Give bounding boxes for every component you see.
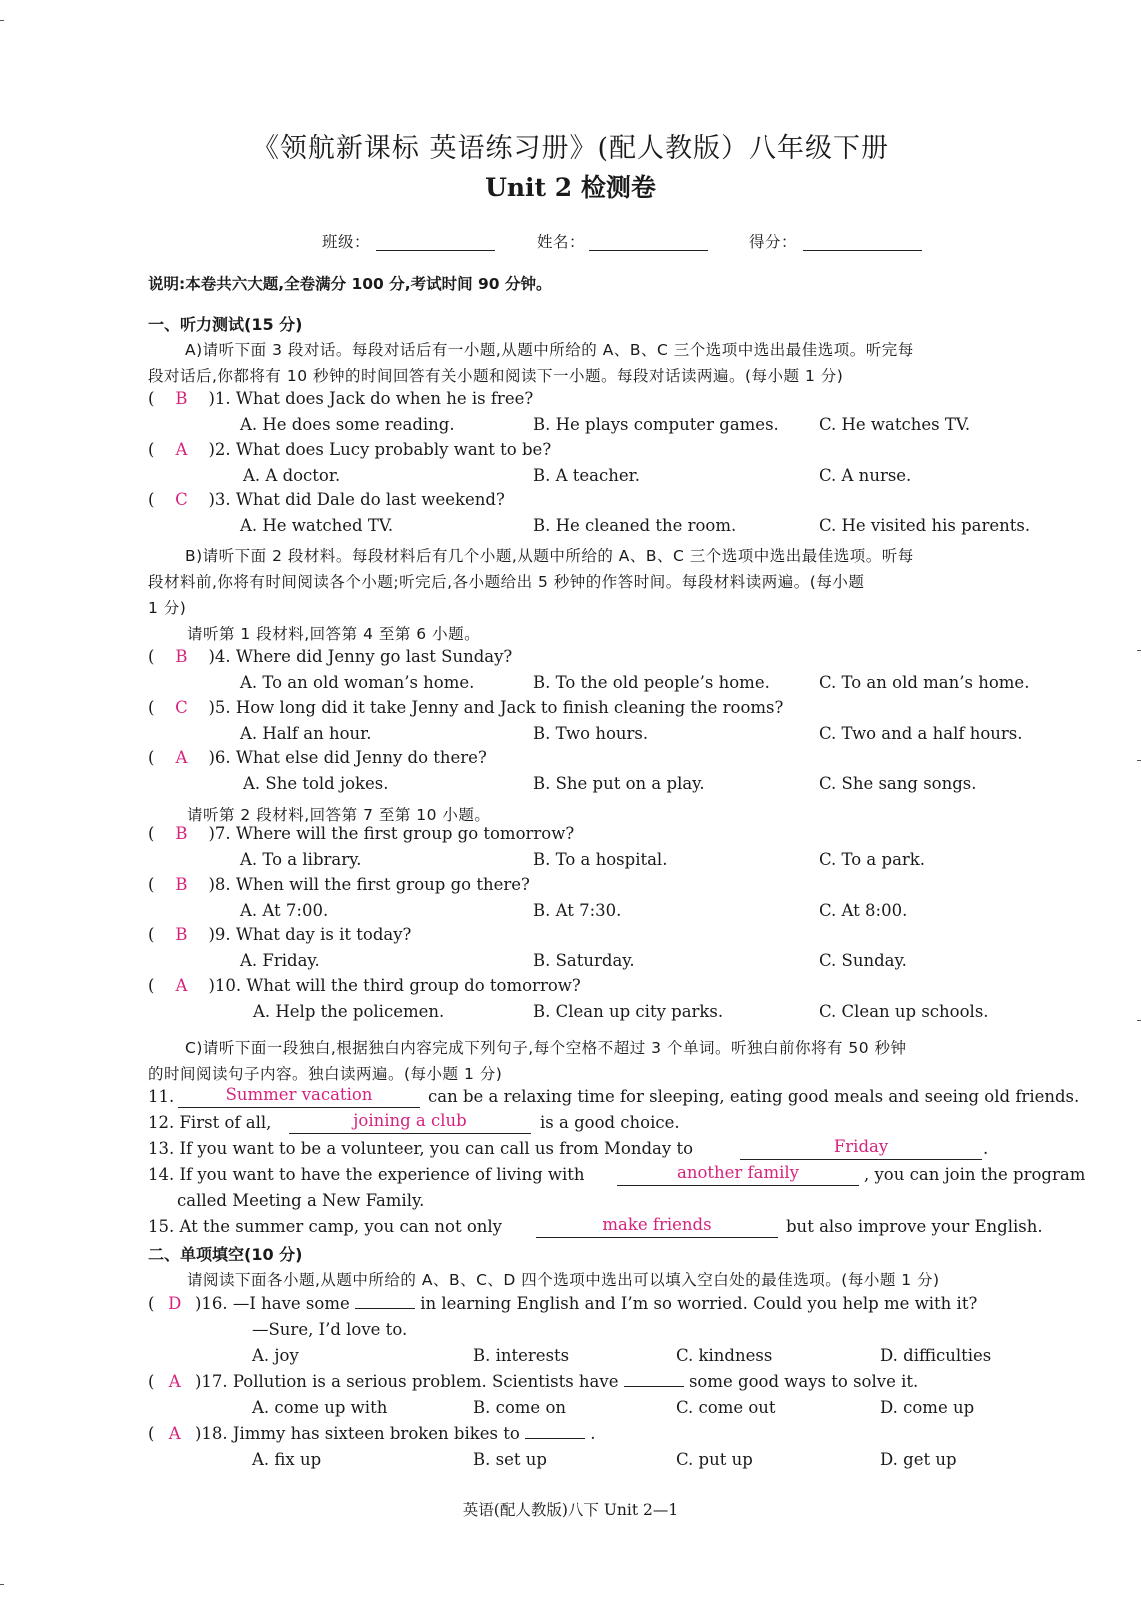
q15-text-before: 15. At the summer camp, you can not only — [148, 1217, 502, 1236]
q2-option-b: B. A teacher. — [533, 466, 640, 485]
q17-option-c: C. come out — [676, 1398, 776, 1417]
q5-text: )5. How long did it take Jenny and Jack to finish cleaning the rooms? — [208, 698, 784, 717]
q7-option-a: A. To a library. — [240, 850, 362, 869]
q3-answer[interactable]: C — [175, 490, 188, 509]
q18-blank[interactable] — [525, 1424, 585, 1439]
crop-mark — [0, 20, 4, 21]
q14-text-before: 14. If you want to have the experience of living with — [148, 1165, 585, 1184]
q16-option-c: C. kindness — [676, 1346, 773, 1365]
crop-mark — [1137, 1020, 1141, 1021]
listening-question-4 — [148, 647, 512, 666]
section1-title: 一、听力测试(15 分) — [148, 315, 303, 334]
class-label: 班级： — [322, 233, 371, 251]
q1-text: )1. What does Jack do when he is free? — [208, 389, 534, 408]
class-field[interactable] — [376, 250, 495, 251]
q15-answer-blank[interactable]: make friends — [536, 1215, 778, 1238]
q6-option-a: A. She told jokes. — [243, 774, 389, 793]
partB-instructions-line2: 段材料前,你将有时间阅读各个小题;听完后,各小题给出 5 秒钟的作答时间。每段材料读两遍。(每小题 — [148, 573, 865, 591]
instructions: 说明:本卷共六大题,全卷满分 100 分,考试时间 90 分钟。 — [148, 275, 552, 293]
listening-question-8 — [148, 875, 530, 894]
partC-instructions-line2: 的时间阅读句子内容。独白读两遍。(每小题 1 分) — [148, 1065, 503, 1083]
q17-answer[interactable]: A — [168, 1372, 181, 1391]
q17-text-after: some good ways to solve it. — [688, 1372, 919, 1391]
page-footer: 英语(配人教版)八下 Unit 2—1 — [462, 1501, 679, 1519]
material2-intro: 请听第 2 段材料,回答第 7 至第 10 小题。 — [187, 806, 491, 824]
listening-question-9 — [148, 925, 411, 944]
q14-text-line2: called Meeting a New Family. — [177, 1191, 425, 1210]
q3-option-b: B. He cleaned the room. — [533, 516, 737, 535]
q11-number: 11. — [148, 1087, 175, 1106]
q8-text: )8. When will the first group go there? — [208, 875, 530, 894]
paren-open: ( — [148, 925, 155, 944]
q2-option-a: A. A doctor. — [243, 466, 341, 485]
listening-question-3 — [148, 490, 505, 509]
section2-intro: 请阅读下面各小题,从题中所给的 A、B、C、D 四个选项中选出可以填入空白处的最佳选项。(每小题 1 分) — [187, 1271, 940, 1289]
q10-option-b: B. Clean up city parks. — [533, 1002, 724, 1021]
q1-option-a: A. He does some reading. — [240, 415, 455, 434]
q15-text-after: but also improve your English. — [786, 1217, 1043, 1236]
q5-answer[interactable]: C — [175, 698, 188, 717]
q8-option-c: C. At 8:00. — [819, 901, 908, 920]
q14-text-after: , you can join the program — [864, 1165, 1086, 1184]
q12-text-before: 12. First of all, — [148, 1113, 272, 1132]
section2-title: 二、单项填空(10 分) — [148, 1245, 303, 1264]
q10-text: )10. What will the third group do tomorrow? — [208, 976, 581, 995]
q4-answer[interactable]: B — [175, 647, 188, 666]
q4-option-a: A. To an old woman’s home. — [240, 673, 475, 692]
listening-question-6 — [148, 748, 487, 767]
q18-text-after: . — [590, 1424, 596, 1443]
crop-mark — [1137, 650, 1141, 651]
q18-row: ( A )18. Jimmy has sixteen broken bikes to . — [148, 1424, 596, 1443]
q16-blank[interactable] — [355, 1294, 415, 1309]
q17-row: ( A )17. Pollution is a serious problem. Scientists have some good ways to solve it. — [148, 1372, 919, 1391]
q2-option-c: C. A nurse. — [819, 466, 912, 485]
q14-answer-blank[interactable]: another family — [617, 1163, 859, 1186]
score-field[interactable] — [803, 250, 922, 251]
q16-text-before: )16. —I have some — [194, 1294, 350, 1313]
q5-option-b: B. Two hours. — [533, 724, 649, 743]
listening-question-7 — [148, 824, 574, 843]
q17-text-before: )17. Pollution is a serious problem. Scientists have — [194, 1372, 619, 1391]
q12-text-after: is a good choice. — [540, 1113, 680, 1132]
listening-question-5 — [148, 698, 783, 717]
q1-option-b: B. He plays computer games. — [533, 415, 779, 434]
q13-answer-blank[interactable]: Friday — [740, 1137, 982, 1160]
paren-open: ( — [148, 698, 155, 717]
q16-line2: —Sure, I’d love to. — [252, 1320, 408, 1339]
partA-instructions-line2: 段对话后,你都将有 10 秒钟的时间回答有关小题和阅读下一小题。每段对话读两遍。(每小题 1 分) — [148, 367, 844, 385]
q3-option-a: A. He watched TV. — [240, 516, 394, 535]
q13-text-before: 13. If you want to be a volunteer, you can call us from Monday to — [148, 1139, 694, 1158]
partC-instructions-line1: C)请听下面一段独白,根据独白内容完成下列句子,每个空格不超过 3 个单词。听独白前你将有 50 秒钟 — [185, 1039, 907, 1057]
q4-text: )4. Where did Jenny go last Sunday? — [208, 647, 513, 666]
q16-row: ( D )16. —I have some in learning English and I’m so worried. Could you help me with it? — [148, 1294, 978, 1313]
q16-option-b: B. interests — [473, 1346, 570, 1365]
q18-option-c: C. put up — [676, 1450, 753, 1469]
q3-text: )3. What did Dale do last weekend? — [208, 490, 505, 509]
q5-option-a: A. Half an hour. — [240, 724, 372, 743]
q6-option-c: C. She sang songs. — [819, 774, 977, 793]
paren-open: ( — [148, 748, 155, 767]
name-field[interactable] — [589, 250, 708, 251]
partB-instructions-line1: B)请听下面 2 段材料。每段材料后有几个小题,从题中所给的 A、B、C 三个选项中选出最佳选项。听每 — [185, 547, 914, 565]
q18-option-a: A. fix up — [252, 1450, 322, 1469]
q16-option-a: A. joy — [252, 1346, 299, 1365]
score-label: 得分： — [749, 233, 798, 251]
paren-open: ( — [148, 824, 155, 843]
paren-open: ( — [148, 440, 155, 459]
q12-answer-blank[interactable]: joining a club — [289, 1111, 531, 1134]
q11-text: can be a relaxing time for sleeping, eating good meals and seeing old friends. — [428, 1087, 1080, 1106]
q18-text-before: )18. Jimmy has sixteen broken bikes to — [194, 1424, 520, 1443]
q7-option-c: C. To a park. — [819, 850, 926, 869]
q6-text: )6. What else did Jenny do there? — [208, 748, 487, 767]
q9-option-c: C. Sunday. — [819, 951, 907, 970]
q17-blank[interactable] — [624, 1372, 684, 1387]
paren-open: ( — [148, 976, 155, 995]
q18-answer[interactable]: A — [168, 1424, 181, 1443]
paren-open: ( — [148, 389, 155, 408]
q7-option-b: B. To a hospital. — [533, 850, 668, 869]
paren-open: ( — [148, 647, 155, 666]
q13-text-after: . — [983, 1139, 989, 1158]
crop-mark — [0, 1584, 4, 1585]
q9-text: )9. What day is it today? — [208, 925, 412, 944]
q7-text: )7. Where will the first group go tomorrow? — [208, 824, 575, 843]
q9-option-a: A. Friday. — [240, 951, 320, 970]
page-subtitle: Unit 2 检测卷 — [485, 173, 656, 202]
listening-question-1 — [148, 389, 533, 408]
q16-text-after: in learning English and I’m so worried. Could you help me with it? — [420, 1294, 978, 1313]
q1-answer[interactable]: B — [175, 389, 188, 408]
listening-question-10 — [148, 976, 581, 995]
q17-option-d: D. come up — [880, 1398, 975, 1417]
q9-answer[interactable]: B — [175, 925, 188, 944]
listening-question-2 — [148, 440, 551, 459]
q6-option-b: B. She put on a play. — [533, 774, 705, 793]
q10-option-a: A. Help the policemen. — [253, 1002, 445, 1021]
partA-instructions-line1: A)请听下面 3 段对话。每段对话后有一小题,从题中所给的 A、B、C 三个选项中选出最佳选项。听完每 — [185, 341, 914, 359]
crop-mark — [1137, 760, 1141, 761]
q6-answer[interactable]: A — [175, 748, 188, 767]
q9-option-b: B. Saturday. — [533, 951, 635, 970]
q10-answer[interactable]: A — [175, 976, 188, 995]
q3-option-c: C. He visited his parents. — [819, 516, 1031, 535]
paren-open: ( — [148, 490, 155, 509]
q16-answer[interactable]: D — [168, 1294, 182, 1313]
q10-option-c: C. Clean up schools. — [819, 1002, 989, 1021]
q18-option-b: B. set up — [473, 1450, 547, 1469]
q18-option-d: D. get up — [880, 1450, 957, 1469]
q8-option-a: A. At 7:00. — [240, 901, 329, 920]
q2-text: )2. What does Lucy probably want to be? — [208, 440, 552, 459]
q4-option-b: B. To the old people’s home. — [533, 673, 770, 692]
name-label: 姓名： — [537, 233, 586, 251]
q17-option-b: B. come on — [473, 1398, 567, 1417]
q4-option-c: C. To an old man’s home. — [819, 673, 1030, 692]
q5-option-c: C. Two and a half hours. — [819, 724, 1023, 743]
q11-answer-blank[interactable]: Summer vacation — [178, 1085, 420, 1108]
q8-option-b: B. At 7:30. — [533, 901, 622, 920]
paren-open: ( — [148, 875, 155, 894]
material1-intro: 请听第 1 段材料,回答第 4 至第 6 小题。 — [187, 625, 481, 643]
q16-option-d: D. difficulties — [880, 1346, 992, 1365]
partB-instructions-line3: 1 分) — [148, 599, 187, 617]
q17-option-a: A. come up with — [252, 1398, 388, 1417]
q7-answer[interactable]: B — [175, 824, 188, 843]
q8-answer[interactable]: B — [175, 875, 188, 894]
page-title: 《领航新课标 英语练习册》(配人教版）八年级下册 — [251, 133, 890, 164]
q2-answer[interactable]: A — [175, 440, 188, 459]
q1-option-c: C. He watches TV. — [819, 415, 971, 434]
